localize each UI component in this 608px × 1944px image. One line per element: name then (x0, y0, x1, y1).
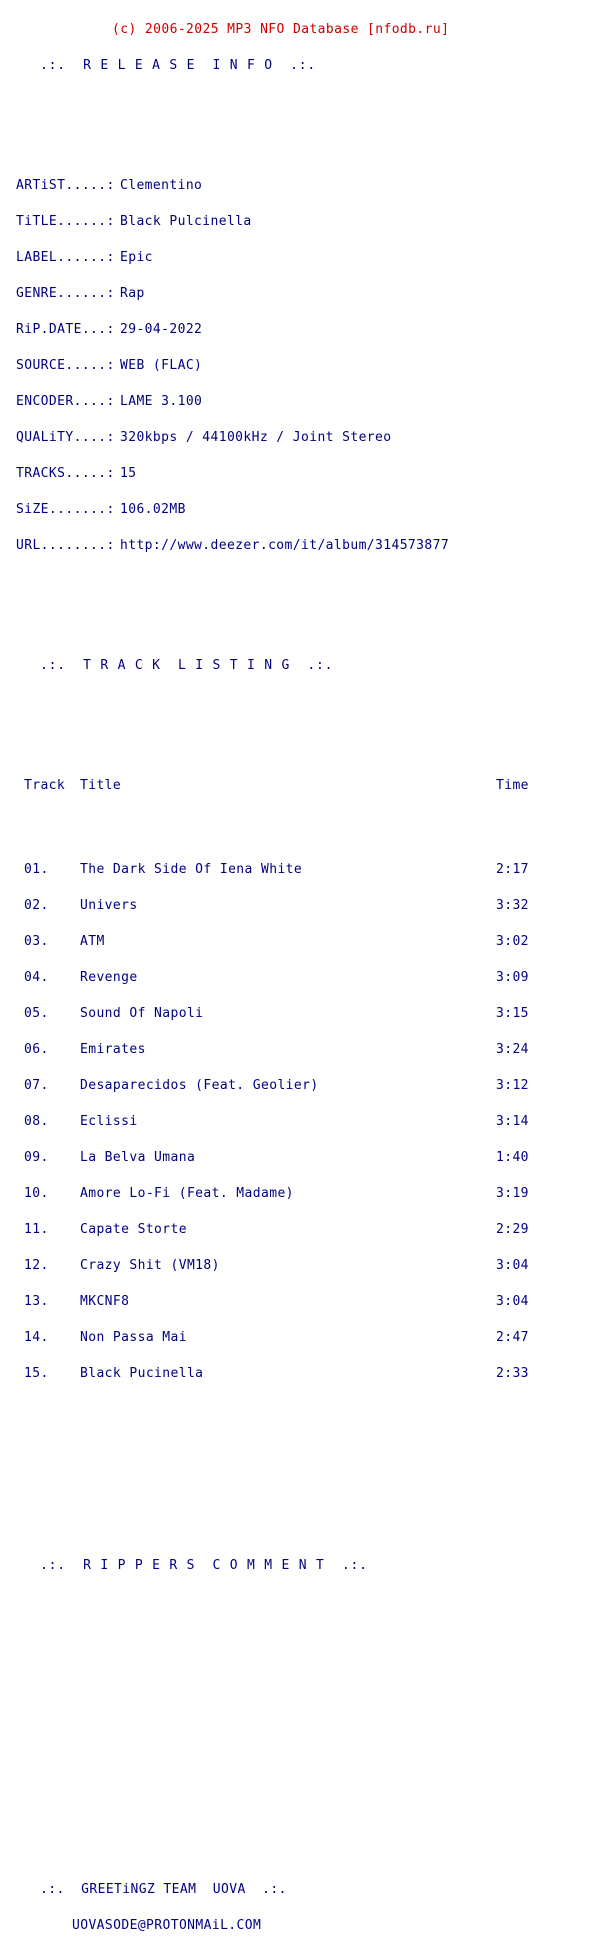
track-title: ATM (80, 934, 105, 949)
release-key: GENRE......: (16, 286, 115, 301)
rippers-comment-header: .:. R I P P E R S C O M M E N T .:. (40, 1558, 368, 1573)
track-number: 06. (24, 1042, 49, 1057)
tracklist-column-headers (0, 780, 608, 792)
track-row (0, 1296, 608, 1308)
track-row (0, 1080, 608, 1092)
track-title: Desaparecidos (Feat. Geolier) (80, 1078, 319, 1093)
track-row (0, 1332, 608, 1344)
release-value: Clementino (120, 178, 203, 193)
track-row (0, 1260, 608, 1272)
column-header-time: Time (496, 778, 529, 793)
column-header-title: Title (80, 778, 122, 793)
track-time: 3:15 (496, 1006, 529, 1021)
track-time: 2:29 (496, 1222, 529, 1237)
release-key: SiZE.......: (16, 502, 115, 517)
track-title: Univers (80, 898, 138, 913)
track-time: 1:40 (496, 1150, 529, 1165)
track-title: Eclissi (80, 1114, 138, 1129)
track-title: Black Pucinella (80, 1366, 204, 1381)
release-row-encoder (0, 396, 608, 408)
track-time: 3:09 (496, 970, 529, 985)
track-time: 2:47 (496, 1330, 529, 1345)
track-row (0, 1008, 608, 1020)
release-value: Epic (120, 250, 153, 265)
track-title: MKCNF8 (80, 1294, 130, 1309)
release-row-label (0, 252, 608, 264)
track-time: 3:02 (496, 934, 529, 949)
track-row (0, 1152, 608, 1164)
release-row-source (0, 360, 608, 372)
track-title: Capate Storte (80, 1222, 187, 1237)
release-row-title (0, 216, 608, 228)
track-row (0, 1368, 608, 1380)
release-value: LAME 3.100 (120, 394, 203, 409)
track-time: 3:04 (496, 1294, 529, 1309)
track-number: 07. (24, 1078, 49, 1093)
track-number: 10. (24, 1186, 49, 1201)
track-title: Crazy Shit (VM18) (80, 1258, 220, 1273)
release-value: Rap (120, 286, 145, 301)
release-row-tracks (0, 468, 608, 480)
release-value: 320kbps / 44100kHz / Joint Stereo (120, 430, 392, 445)
track-title: Emirates (80, 1042, 146, 1057)
track-number: 08. (24, 1114, 49, 1129)
track-number: 13. (24, 1294, 49, 1309)
track-row (0, 1224, 608, 1236)
release-key: RiP.DATE...: (16, 322, 115, 337)
track-number: 01. (24, 862, 49, 877)
release-value: 15 (120, 466, 137, 481)
release-url-link[interactable]: http://www.deezer.com/it/album/314573877 (120, 538, 450, 553)
track-time: 3:24 (496, 1042, 529, 1057)
track-time: 3:12 (496, 1078, 529, 1093)
release-info-header: .:. R E L E A S E I N F O .:. (40, 58, 317, 73)
release-key: ARTiST.....: (16, 178, 115, 193)
track-number: 03. (24, 934, 49, 949)
track-time: 3:14 (496, 1114, 529, 1129)
greetings-line: .:. GREETiNGZ TEAM UOVA .:. (40, 1882, 287, 1897)
track-row (0, 1044, 608, 1056)
track-row (0, 900, 608, 912)
track-number: 09. (24, 1150, 49, 1165)
track-number: 04. (24, 970, 49, 985)
release-key: URL........: (16, 538, 115, 553)
track-row (0, 864, 608, 876)
track-title: Amore Lo-Fi (Feat. Madame) (80, 1186, 294, 1201)
track-title: The Dark Side Of Iena White (80, 862, 303, 877)
release-row-genre (0, 288, 608, 300)
release-key: TRACKS.....: (16, 466, 115, 481)
track-number: 11. (24, 1222, 49, 1237)
track-time: 2:17 (496, 862, 529, 877)
track-time: 3:32 (496, 898, 529, 913)
release-key: QUALiTY....: (16, 430, 115, 445)
track-listing-header: .:. T R A C K L I S T I N G .:. (40, 658, 334, 673)
track-number: 05. (24, 1006, 49, 1021)
release-row-artist (0, 180, 608, 192)
track-row (0, 936, 608, 948)
track-time: 3:19 (496, 1186, 529, 1201)
release-value: Black Pulcinella (120, 214, 252, 229)
track-row (0, 1188, 608, 1200)
track-number: 14. (24, 1330, 49, 1345)
track-title: Revenge (80, 970, 138, 985)
track-title: La Belva Umana (80, 1150, 196, 1165)
track-number: 12. (24, 1258, 49, 1273)
release-key: TiTLE......: (16, 214, 115, 229)
release-value: WEB (FLAC) (120, 358, 203, 373)
release-key: ENCODER....: (16, 394, 115, 409)
release-key: LABEL......: (16, 250, 115, 265)
release-key: SOURCE.....: (16, 358, 115, 373)
release-row-url (0, 540, 608, 552)
track-title: Non Passa Mai (80, 1330, 187, 1345)
release-row-rip-date (0, 324, 608, 336)
release-value: 106.02MB (120, 502, 186, 517)
release-row-size (0, 504, 608, 516)
release-row-quality (0, 432, 608, 444)
track-time: 3:04 (496, 1258, 529, 1273)
contact-email: UOVASODE@PROTONMAiL.COM (72, 1918, 262, 1933)
column-header-track: Track (24, 778, 66, 793)
release-value: 29-04-2022 (120, 322, 203, 337)
track-title: Sound Of Napoli (80, 1006, 204, 1021)
site-credit-link[interactable]: (c) 2006-2025 MP3 NFO Database [nfodb.ru] (112, 22, 450, 37)
track-number: 02. (24, 898, 49, 913)
track-number: 15. (24, 1366, 49, 1381)
track-row (0, 972, 608, 984)
track-row (0, 1116, 608, 1128)
track-time: 2:33 (496, 1366, 529, 1381)
